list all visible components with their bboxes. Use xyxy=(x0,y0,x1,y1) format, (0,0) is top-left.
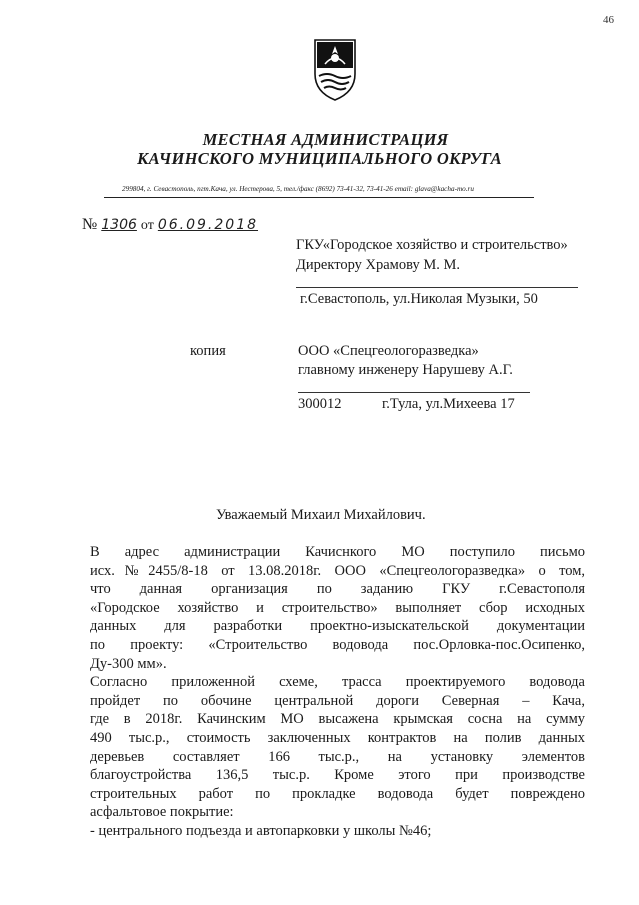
letter-body xyxy=(90,543,585,841)
registration-line xyxy=(82,216,258,234)
body-line: Ду-300 мм». xyxy=(90,655,167,672)
recipient-address: г.Севастополь, ул.Николая Музыки, 50 xyxy=(300,291,538,307)
body-line: где в 2018г. Качинским МО высажена крымская сосна на сумму xyxy=(90,711,585,728)
recipient-org: ГКУ«Городское хозяйство и строительство» xyxy=(296,237,568,253)
copy-recipient-postcode: 300012 xyxy=(298,396,342,412)
copy-recipient-position: главному инженеру Нарушеву А.Г. xyxy=(298,362,513,378)
copy-label: копия xyxy=(190,343,226,359)
body-line: деревьев составляет 166 тыс.р., на установку элементов xyxy=(90,748,585,765)
recipient-position: Директору Храмову М. М. xyxy=(296,257,460,273)
body-line: что данная организация по заданию ГКУ г.Севастополя xyxy=(90,581,585,598)
coat-of-arms-icon xyxy=(311,38,359,102)
salutation: Уважаемый Михаил Михайлович. xyxy=(216,507,426,523)
header-divider xyxy=(104,197,534,198)
registration-number-prefix: № xyxy=(82,216,98,233)
body-line: строительных работ по прокладке водовода будет повреждено xyxy=(90,785,585,802)
recipient-underline xyxy=(296,287,578,288)
body-line: 490 тыс.р., стоимость заключенных контрактов на полив данных xyxy=(90,729,585,746)
body-line: В адрес администрации Качиснкого МО поступило письмо xyxy=(90,544,585,560)
registration-number: 1306 xyxy=(101,217,137,233)
body-line: пройдет по обочине центральной дороги Северная – Кача, xyxy=(90,692,585,709)
body-line: данных для разработки проектно-изыскательской документации xyxy=(90,618,585,635)
body-line: «Городское хозяйство и строительство» выполняет сбор исходных xyxy=(90,599,585,616)
letterhead-address: 299804, г. Севастополь, пгт.Кача, ул. Нестерова, 5, тел./факс (8692) 73-41-32, 73-41-26 email: glava@kacha-mo.ru xyxy=(122,185,474,193)
copy-recipient-org: ООО «Спецгеологоразведка» xyxy=(298,343,479,359)
copy-recipient-underline xyxy=(298,392,530,393)
registration-date: 06.09.2018 xyxy=(157,217,259,233)
body-line: асфальтовое покрытие: xyxy=(90,804,234,821)
body-line: по проекту: «Строительство водовода пос.Орловка-пос.Осипенко, xyxy=(90,636,585,653)
letterhead-title-line1: МЕСТНАЯ АДМИНИСТРАЦИЯ xyxy=(202,130,449,149)
letterhead-title-line2: КАЧИНСКОГО МУНИЦИПАЛЬНОГО ОКРУГА xyxy=(137,149,502,168)
body-line: - центрального подъезда и автопарковки у школы №46; xyxy=(90,822,432,839)
body-line: исх.№2455/8-18 от 13.08.2018г. ООО «Спецгеологоразведка» о том, xyxy=(90,562,585,579)
copy-recipient-address: г.Тула, ул.Михеева 17 xyxy=(382,396,515,412)
body-line: благоустройства 136,5 тыс.р. Кроме этого при производстве xyxy=(90,767,585,784)
page-number: 46 xyxy=(603,14,614,26)
body-line: Согласно приложенной схеме, трасса проектируемого водовода xyxy=(90,674,585,691)
registration-date-prefix: от xyxy=(140,218,154,233)
